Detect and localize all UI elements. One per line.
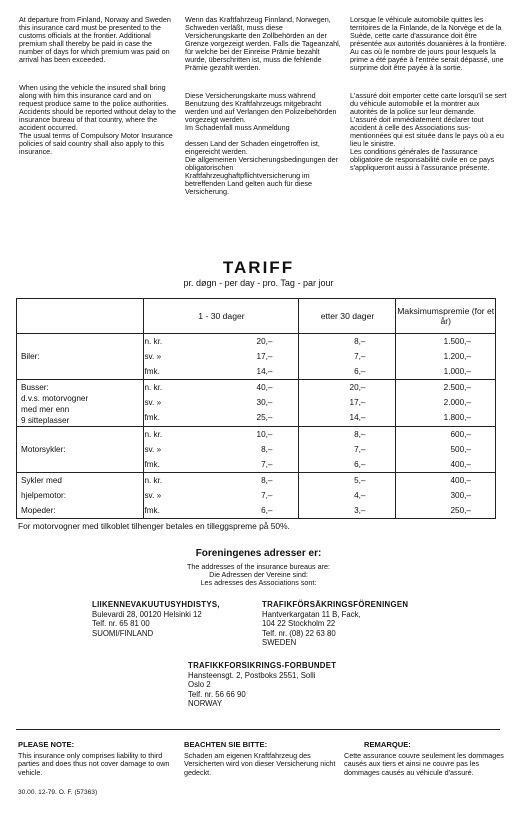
rate-1-30-days: 8,– 7,– 6,– (187, 473, 299, 519)
beachten-sie-bitte-block: BEACHTEN SIE BITTE: Schaden am eigenen Kraftfahrzeug des Versicherten wird von dieser Versicherung nicht gedeckt. (184, 740, 336, 777)
tariff-table (16, 298, 496, 519)
tariff-row-buses (17, 380, 496, 427)
remarque-block: REMARQUE: Cette assurance couvre seulement les dommages causés aux tiers et ainsi ne couvre pas les dommages causés au véhicule d'assuré. (344, 740, 504, 777)
currency-units: n. kr. sv. » fmk. (144, 473, 187, 519)
tariff-row-motorcycles (17, 427, 496, 473)
addresses-subtitle-de: Die Adressen der Vereine sind: (209, 570, 308, 579)
german-paragraph-4: dessen Land der Schaden eingetroffen ist, eingereicht werden. (185, 139, 320, 156)
addresses-title: Foreningenes adresser er: (195, 548, 322, 559)
please-note-block: PLEASE NOTE: This insurance only comprises liability to third parties and does thus not cover damage to own vehicle. (18, 740, 170, 777)
header-category (17, 299, 144, 334)
french-paragraph-2: L'assuré doit emporter cette carte lorsqu'il se sert du véhicule automobile et la montrer aux autorités de la police sur leur demande. (350, 91, 507, 116)
form-code: 30.00. 12-79. O. F. (57363) (18, 789, 98, 796)
tariff-header-row (17, 299, 496, 334)
header-days-1-30: 1 - 30 dager (144, 299, 299, 334)
footer-divider (16, 729, 500, 730)
rate-after-30-days: 5,– 4,– 3,– (299, 473, 396, 519)
category-mopeds: Sykler med hjelpemotor: Mopeder: (17, 473, 144, 519)
address-norway: TRAFIKKFORSIKRINGS-FORBUNDET Hansteensgt. 2, Postboks 2551, Solli Oslo 2 Telf. nr. 56 66 90 NORWAY (188, 661, 337, 708)
addresses-subtitle-fr: Les adresses des Associations sont: (200, 578, 317, 587)
category-buses: Busser: d.v.s. motorvogner med mer enn 9 sitteplasser (17, 380, 144, 427)
german-paragraph-3: Im Schadenfall muss Anmeldung (185, 123, 290, 132)
header-after-30: etter 30 dager (299, 299, 396, 334)
english-paragraph-2: When using the vehicle the insured shall bring along with him this insurance card and on request produce same to the police authorities. Accidents should be reported without delay to the insurance bureau of that country, where the accident occurred. (19, 83, 177, 132)
address-finland: LIIKENNEVAKUUTUSYHDISTYS, Bulevardi 28, 00120 Helsinki 12 Telf. nr. 65 81 00 SUOMI/FINLAND (92, 600, 220, 638)
french-paragraph-1: Lorsque le véhicule automobile quittes les territoires de la Finlande, de la Norvège et de la Suède, cette carte d'assurance doit être présentée aux autorités douanières à la frontière. Au cas où le nombre de jours pour lesquels la prime a été payée à l'entrée serait dépassé, une surprime doit être payée à la sortie. (350, 15, 507, 72)
rate-1-30-days: 10,– 8,– 7,– (187, 427, 299, 473)
address-sweden: TRAFIKFÖRSÄKRINGSFÖRENINGEN Hantverkargatan 11 B, Fack, 104 22 Stockholm 22 Telf. nr. (08) 22 63 80 SWEDEN (262, 600, 409, 647)
rate-after-30-days: 8,– 7,– 6,– (299, 334, 396, 380)
tariff-row-cars (17, 334, 496, 380)
rate-1-30-days: 40,– 30,– 25,– (187, 380, 299, 427)
german-paragraph-5: Die allgemeinen Versicherungsbedingungen der obligatorischen Kraftfahrzeughaftpflichtversicherung im betreffenden Land gelten auch für diese Versicherung. (185, 155, 339, 196)
max-premium: 2.500,– 2.000,– 1.800,– (396, 380, 496, 427)
currency-units: n. kr. sv. » fmk. (144, 334, 187, 380)
currency-units: n. kr. sv. » fmk. (144, 427, 187, 473)
currency-units: n. kr. sv. » fmk. (144, 380, 187, 427)
german-paragraph-1: Wenn das Kraftfahrzeug Finnland, Norwegen, Schweden verläßt, muss diese Versicherungskarte den Zollbehörden an der Grenze vorgezeigt werden. Falls die Tageanzahl, für welche bei der Einreise Prämie bezahlt wurde, überschritten ist, muss die fehlende Prämie gezahlt werden. (185, 15, 341, 72)
category-motorcycles (17, 427, 144, 473)
trailer-surcharge-note: For motorvogner med tilkoblet tilhenger betales en tilleggspreme på 50%. (18, 521, 290, 531)
max-premium: 1.500,– 1.200,– 1.000,– (396, 334, 496, 380)
german-paragraph-2: Diese Versicherungskarte muss während Benutzung des Kraftfahrzeugs mitgebracht werden und auf Verlangen den Polizeibehörden vorgezeigt werden. (185, 91, 337, 124)
tariff-row-mopeds (17, 473, 496, 519)
french-paragraph-4: Les conditions générales de l'assurance obligatoire de responsabilité civile en ce pays s'appliqueront aussi à l'assurance présente. (350, 147, 495, 172)
english-paragraph-1: At departure from Finland, Norway and Sweden this insurance card must be presented to the customs officials at the frontier. Additional premium shall thereby be paid in case the number of days for which premium was paid on arrival has been exceeded. (19, 15, 171, 64)
german-terms-column (185, 16, 343, 216)
rate-after-30-days: 20,– 17,– 14,– (299, 380, 396, 427)
tariff-title: TARIFF (222, 258, 295, 277)
english-paragraph-3: The usual terms of Compulsory Motor Insurance policies of said country shall also apply to this insurance. (19, 131, 173, 156)
french-terms-column (350, 16, 508, 192)
rate-1-30-days: 20,– 17,– 14,– (187, 334, 299, 380)
header-max-premium: Maksimumspremie (for et år) (396, 299, 496, 334)
category-label: Biler: (21, 352, 40, 361)
max-premium: 400,– 300,– 250,– (396, 473, 496, 519)
english-terms-column (19, 16, 177, 176)
category-label: Motorsykler: (21, 445, 66, 454)
rate-after-30-days: 8,– 7,– 6,– (299, 427, 396, 473)
tariff-subtitle: pr. døgn - per day - pro. Tag - par jour (183, 278, 334, 288)
category-cars (17, 334, 144, 380)
max-premium: 600,– 500,– 400,– (396, 427, 496, 473)
french-paragraph-3: L'assuré doit immédiatement déclarer tout accident à celle des Associations sus-mentionnées qui est située dans le pays où a eu lieu le sinistre. (350, 115, 504, 148)
addresses-subtitle-en: The addresses of the insurance bureaus are: (186, 562, 331, 571)
